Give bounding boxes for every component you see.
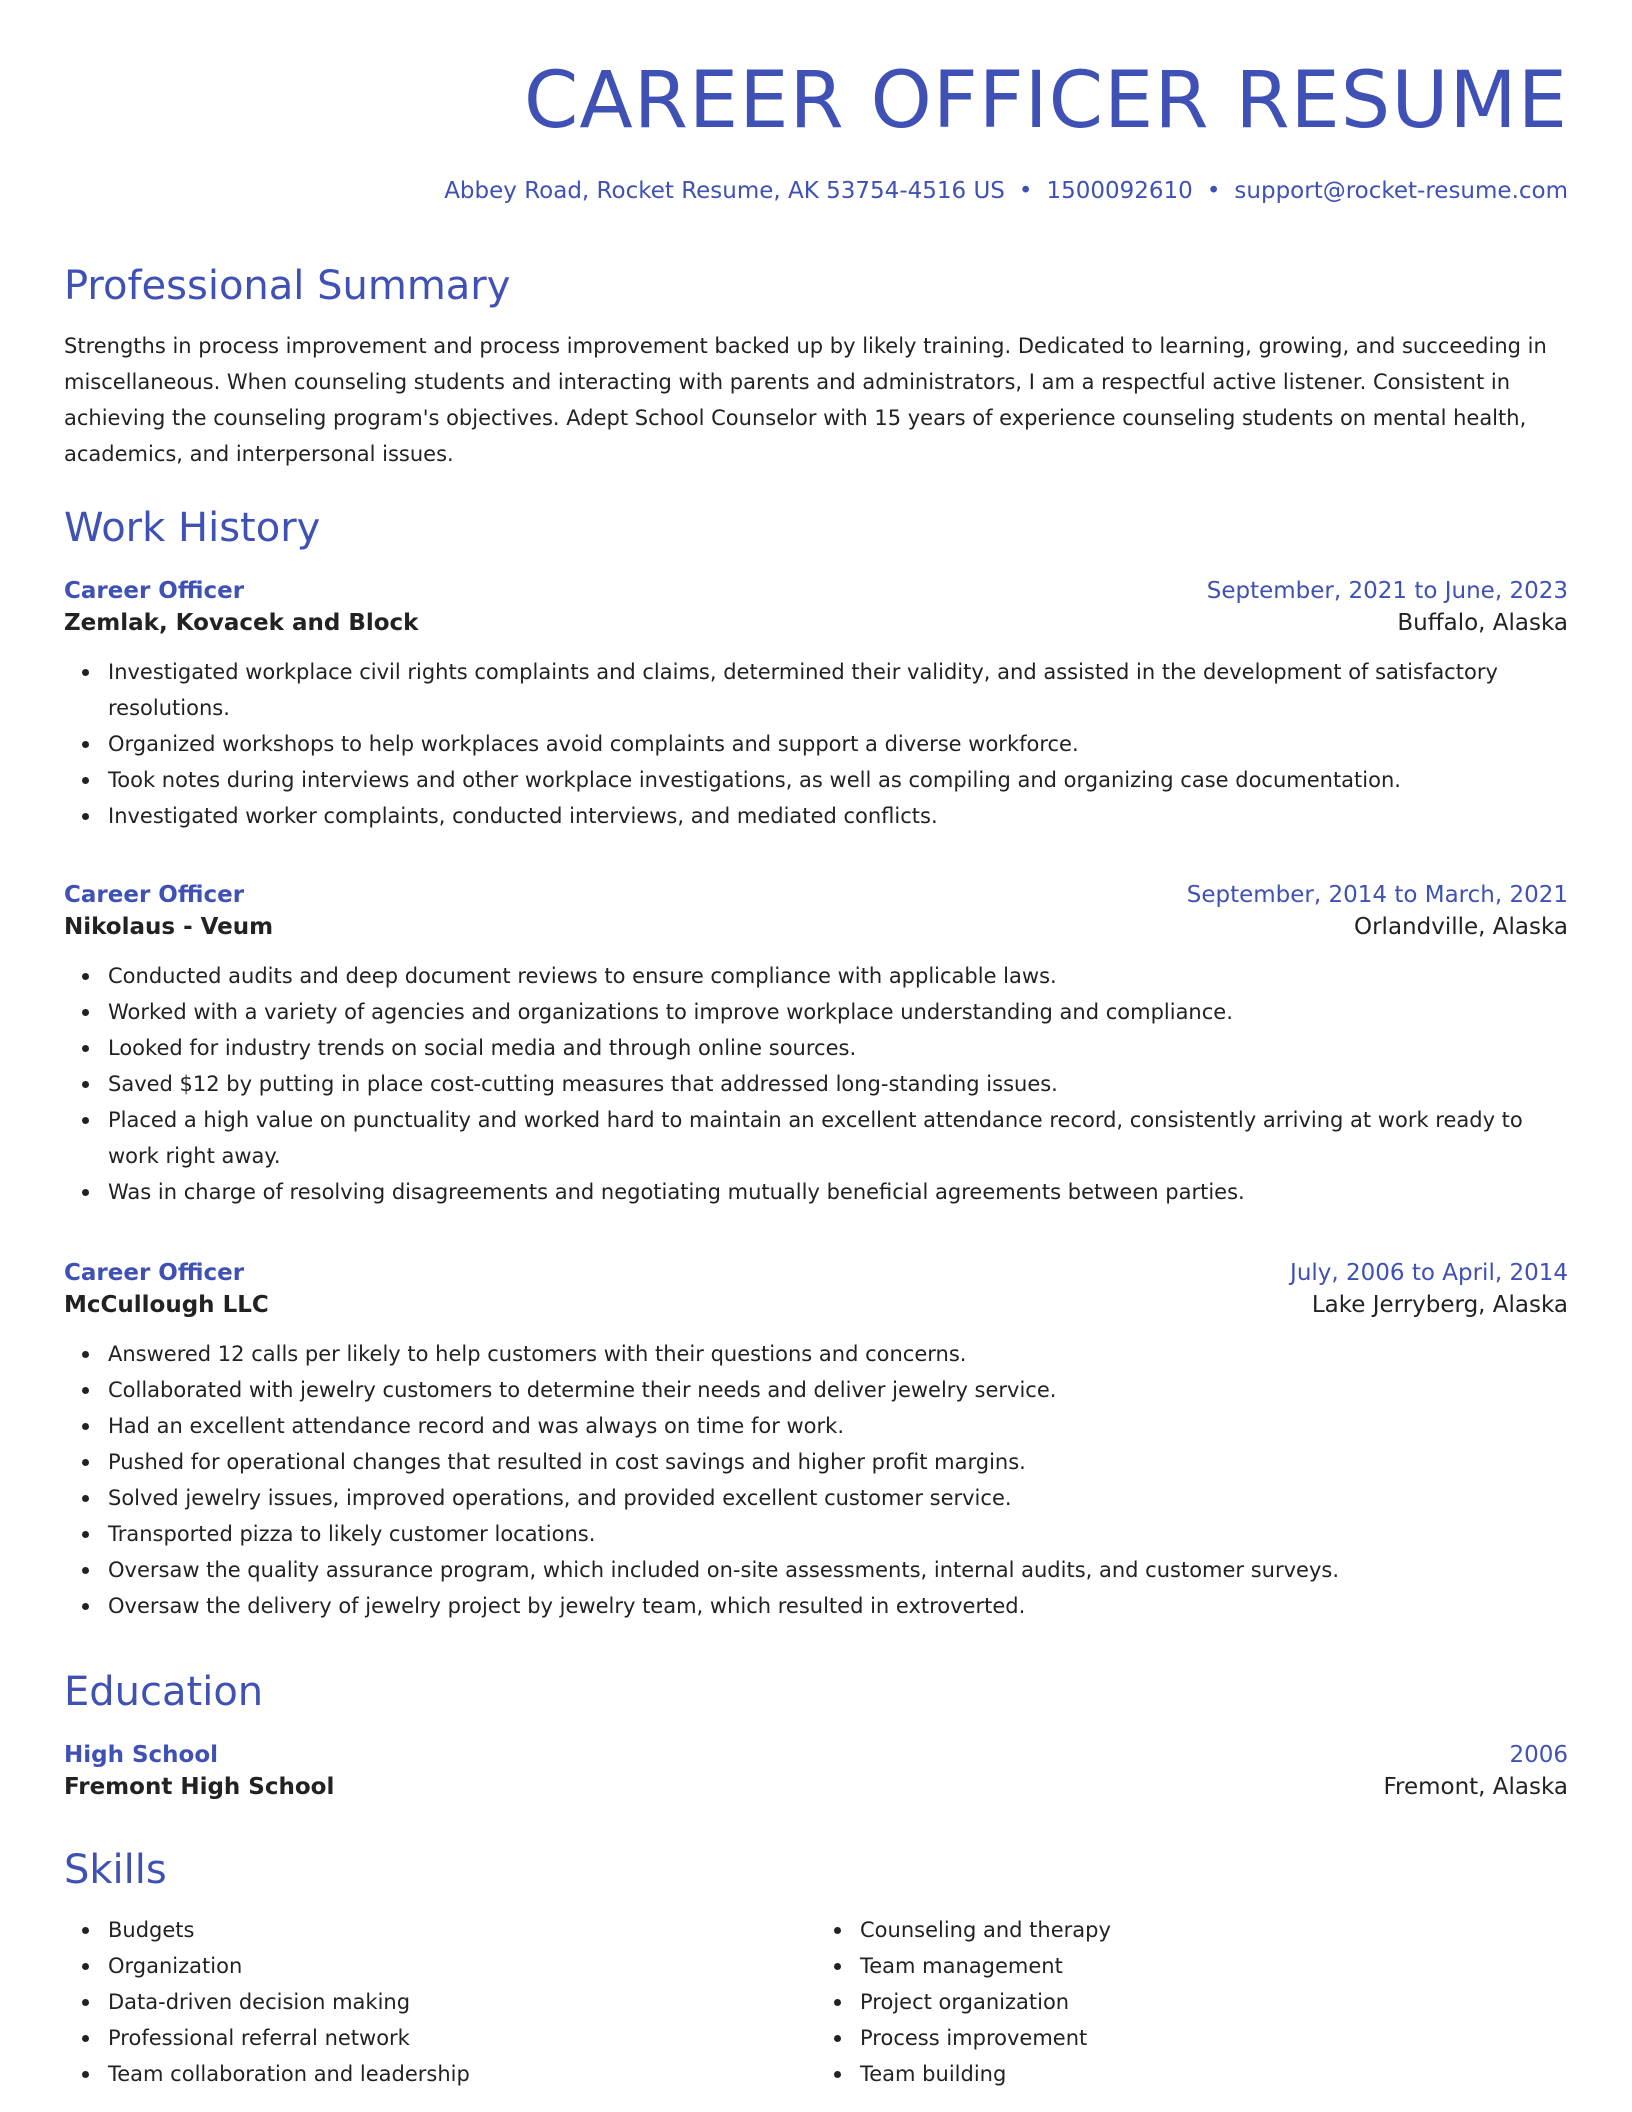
skill-item: Team collaboration and leadership xyxy=(108,2056,816,2092)
education-degree: High School xyxy=(64,1742,219,1768)
job-dates: September, 2021 to June, 2023 xyxy=(1206,578,1568,604)
list-item: Looked for industry trends on social media and through online sources. xyxy=(108,1030,1568,1066)
job-entry xyxy=(64,1260,1568,1624)
list-item: Transported pizza to likely customer locations. xyxy=(108,1516,1568,1552)
job-company: McCullough LLC xyxy=(64,1292,269,1318)
skill-item: Process improvement xyxy=(860,2020,1568,2056)
education-year: 2006 xyxy=(1509,1742,1568,1768)
job-entry xyxy=(64,578,1568,834)
job-bullets xyxy=(64,958,1568,1210)
skill-item: Counseling and therapy xyxy=(860,1912,1568,1948)
job-title: Career Officer xyxy=(64,1260,245,1286)
list-item: Organized workshops to help workplaces avoid complaints and support a diverse workforce. xyxy=(108,726,1568,762)
skill-item: Team building xyxy=(860,2056,1568,2092)
skills-list xyxy=(64,1912,816,2092)
list-item: Had an excellent attendance record and was always on time for work. xyxy=(108,1408,1568,1444)
skills-section xyxy=(64,1846,1568,1894)
job-location: Buffalo, Alaska xyxy=(1397,610,1568,636)
education-location: Fremont, Alaska xyxy=(1383,1774,1568,1800)
job-bullets xyxy=(64,654,1568,834)
contact-address: Abbey Road, Rocket Resume, AK 53754-4516 US xyxy=(444,178,1005,204)
list-item: Solved jewelry issues, improved operations, and provided excellent customer service. xyxy=(108,1480,1568,1516)
skill-item: Professional referral network xyxy=(108,2020,816,2056)
skills-heading: Skills xyxy=(64,1847,167,1893)
job-dates: September, 2014 to March, 2021 xyxy=(1186,882,1568,908)
list-item: Worked with a variety of agencies and organizations to improve workplace understanding and compliance. xyxy=(108,994,1568,1030)
contact-phone: 1500092610 xyxy=(1046,178,1193,204)
list-item: Investigated worker complaints, conducted interviews, and mediated conflicts. xyxy=(108,798,1568,834)
list-item: Conducted audits and deep document reviews to ensure compliance with applicable laws. xyxy=(108,958,1568,994)
summary-text: Strengths in process improvement and process improvement backed up by likely training. Dedicated to learning, growing, and succeeding in miscellaneous. When counseling students and interacting with parents and administrators, I am a respectful active listener. Consistent in achieving the counseling program's objectives. Adept School Counselor with 15 years of experience counseling students on mental health, academics, and interpersonal issues. xyxy=(64,334,1547,466)
skill-item: Budgets xyxy=(108,1912,816,1948)
job-title: Career Officer xyxy=(64,882,245,908)
list-item: Pushed for operational changes that resulted in cost savings and higher profit margins. xyxy=(108,1444,1568,1480)
job-location: Lake Jerryberg, Alaska xyxy=(1311,1292,1568,1318)
job-entry xyxy=(64,882,1568,1210)
job-company: Nikolaus - Veum xyxy=(64,914,274,940)
summary-heading: Professional Summary xyxy=(64,263,511,309)
education-heading: Education xyxy=(64,1669,264,1715)
contact-separator: • xyxy=(1206,178,1221,204)
skill-item: Team management xyxy=(860,1948,1568,1984)
job-bullets xyxy=(64,1336,1568,1624)
work-history-heading: Work History xyxy=(64,505,321,551)
job-location: Orlandville, Alaska xyxy=(1354,914,1568,940)
skills-grid xyxy=(64,1912,1568,2092)
contact-email[interactable]: support@rocket-resume.com xyxy=(1234,178,1568,204)
job-title: Career Officer xyxy=(64,578,245,604)
education-entry xyxy=(64,1742,1568,1800)
education-section xyxy=(64,1668,1568,1716)
skill-item: Organization xyxy=(108,1948,816,1984)
contact-separator: • xyxy=(1018,178,1033,204)
list-item: Oversaw the delivery of jewelry project by jewelry team, which resulted in extroverted. xyxy=(108,1588,1568,1624)
list-item: Collaborated with jewelry customers to determine their needs and deliver jewelry service. xyxy=(108,1372,1568,1408)
list-item: Investigated workplace civil rights complaints and claims, determined their validity, and assisted in the development of satisfactory resolutions. xyxy=(108,654,1568,726)
list-item: Was in charge of resolving disagreements and negotiating mutually beneficial agreements between parties. xyxy=(108,1174,1568,1210)
education-school: Fremont High School xyxy=(64,1774,335,1800)
list-item: Answered 12 calls per likely to help customers with their questions and concerns. xyxy=(108,1336,1568,1372)
list-item: Took notes during interviews and other workplace investigations, as well as compiling and organizing case documentation. xyxy=(108,762,1568,798)
work-history-section xyxy=(64,504,1568,552)
skill-item: Data-driven decision making xyxy=(108,1984,816,2020)
job-company: Zemlak, Kovacek and Block xyxy=(64,610,419,636)
list-item: Placed a high value on punctuality and worked hard to maintain an excellent attendance record, consistently arriving at work ready to work right away. xyxy=(108,1102,1568,1174)
contact-line xyxy=(444,178,1568,204)
resume-title: CAREER OFFICER RESUME xyxy=(523,56,1568,146)
list-item: Saved $12 by putting in place cost-cutting measures that addressed long-standing issues. xyxy=(108,1066,1568,1102)
skills-list xyxy=(816,1912,1568,2092)
skills-column-left xyxy=(64,1912,816,2092)
list-item: Oversaw the quality assurance program, which included on-site assessments, internal audits, and customer surveys. xyxy=(108,1552,1568,1588)
skill-item: Project organization xyxy=(860,1984,1568,2020)
job-dates: July, 2006 to April, 2014 xyxy=(1290,1260,1568,1286)
skills-column-right xyxy=(816,1912,1568,2092)
summary-section xyxy=(64,262,1568,472)
